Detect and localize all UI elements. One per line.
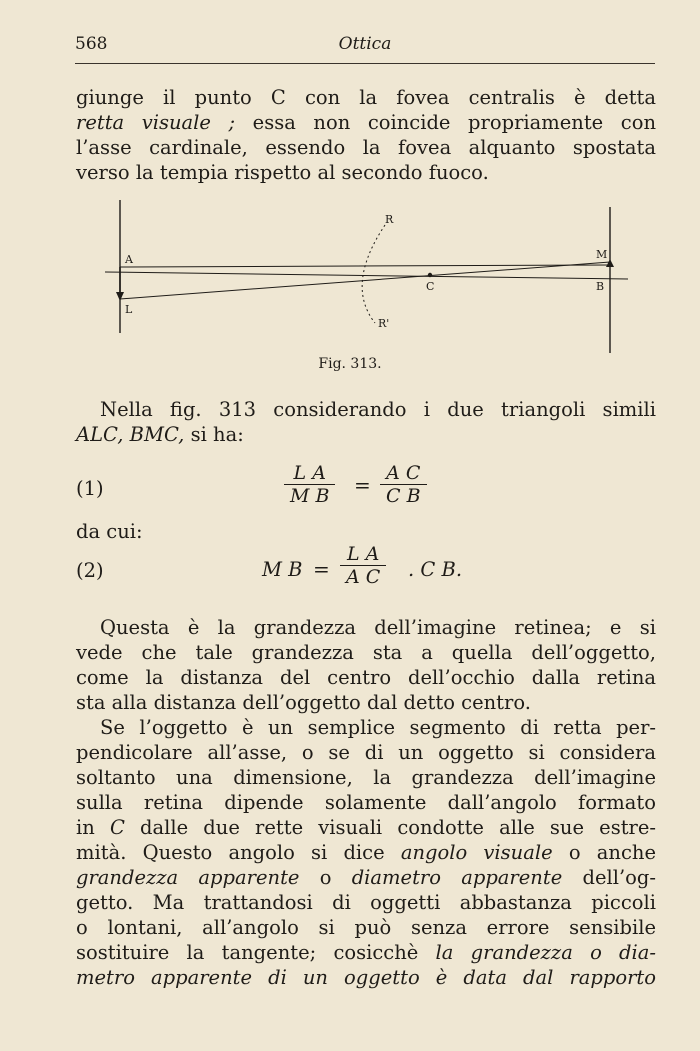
optics-diagram	[100, 195, 630, 360]
para4-line7	[76, 866, 656, 890]
eq2-rhs: . C B.	[408, 558, 463, 581]
para4-line6	[76, 841, 656, 865]
label-m: M	[596, 248, 608, 261]
p4l5-italic: C	[109, 816, 125, 839]
para2-line2-rest: si ha:	[190, 423, 244, 446]
para3-line2: vede che tale grandezza sta a quella dell’oggetto,	[76, 641, 656, 664]
para1-line3: l’asse cardinale, essendo la fovea alquanto spostata	[76, 136, 656, 159]
figure-caption: Fig. 313.	[318, 356, 382, 372]
para4-line2: pendicolare all’asse, o se di un oggetto si considera	[76, 741, 656, 764]
center-point-c	[428, 273, 432, 277]
label-a: A	[125, 253, 133, 266]
para4-line3: soltanto una dimensione, la grandezza dell’imagine	[76, 766, 656, 789]
para4-line9: o lontani, all’angolo si può senza errore sensibile	[76, 916, 656, 939]
para3-line1: Questa è la grandezza dell’imagine retinea; e si	[100, 616, 656, 639]
p4l7-a: o	[319, 866, 332, 889]
para1-line4: verso la tempia rispetto al secondo fuoco.	[76, 161, 489, 184]
eq2-numerator: L A	[346, 543, 380, 565]
p4l11-italic: metro apparente di un oggetto è data dal rapporto	[76, 966, 656, 989]
para2-line2	[76, 423, 656, 447]
para1-line2	[76, 111, 656, 135]
term-grandezza-apparente: grandezza apparente	[76, 866, 300, 889]
running-title: Ottica	[338, 34, 392, 54]
equation-1-right-fraction	[380, 462, 427, 507]
p4l6-b: o anche	[568, 841, 656, 864]
eq1-right-numerator: A C	[386, 462, 421, 484]
eq2-denominator: A C	[340, 565, 386, 588]
label-b: B	[596, 280, 605, 293]
equation-2-fraction	[340, 543, 386, 588]
page-number: 568	[75, 34, 108, 54]
para4-line5	[76, 816, 656, 840]
p4l6-a: mità. Questo angolo si dice	[76, 841, 385, 864]
label-l: L	[125, 303, 133, 316]
eq1-left-numerator: L A	[293, 462, 326, 484]
p4l5-b: dalle due rette visuali condotte alle sue estre-	[140, 816, 656, 839]
figure-313	[100, 195, 630, 360]
eq1-right-denominator: C B	[380, 484, 427, 507]
para4-line10	[76, 941, 656, 965]
para4-line1: Se l’oggetto è un semplice segmento di retta per-	[100, 716, 656, 739]
p4l7-b: dell’og-	[582, 866, 656, 889]
equation-2-number: (2)	[76, 559, 104, 582]
label-r: R	[385, 213, 394, 226]
optical-axis	[105, 272, 628, 279]
ray-lower	[120, 262, 610, 299]
p4l5-a: in	[76, 816, 95, 839]
para3-line4: sta alla distanza dell’oggetto dal detto centro.	[76, 691, 531, 714]
da-cui: da cui:	[76, 520, 143, 543]
header-rule	[75, 63, 655, 64]
para4-line11	[76, 966, 656, 990]
label-r-prime: R'	[378, 317, 390, 330]
p4l10-a: sostituire la tangente; cosicchè	[76, 941, 419, 964]
para3-line3: come la distanza del centro dell’occhio dalla retina	[76, 666, 656, 689]
term-diametro-apparente: diametro apparente	[351, 866, 563, 889]
term-angolo-visuale: angolo visuale	[400, 841, 553, 864]
p4l10-italic: la grandezza o dia-	[435, 941, 656, 964]
para1-line1: giunge il punto C con la fovea centralis è detta	[76, 86, 656, 109]
para2-line1: Nella fig. 313 considerando i due triangoli simili	[100, 398, 656, 421]
page-header	[75, 34, 655, 58]
eq2-equals: =	[313, 557, 330, 581]
para4-line8: getto. Ma trattandosi di oggetti abbastanza piccoli	[76, 891, 656, 914]
eq1-equals: =	[354, 473, 371, 497]
para4-line4: sulla retina dipende solamente dall’angolo formato	[76, 791, 656, 814]
object-arrowhead	[116, 292, 124, 301]
equation-1-number: (1)	[76, 477, 104, 500]
label-c: C	[426, 280, 435, 293]
lens-arc	[362, 225, 385, 323]
triangles-names: ALC, BMC,	[76, 423, 185, 446]
eq1-left-denominator: M B	[284, 484, 335, 507]
para1-line2-rest: essa non coincide propriamente con	[252, 111, 657, 134]
term-retta-visuale: retta visuale ;	[76, 111, 236, 134]
eq2-lhs: M B	[262, 558, 303, 581]
equation-1-left-fraction	[284, 462, 335, 507]
